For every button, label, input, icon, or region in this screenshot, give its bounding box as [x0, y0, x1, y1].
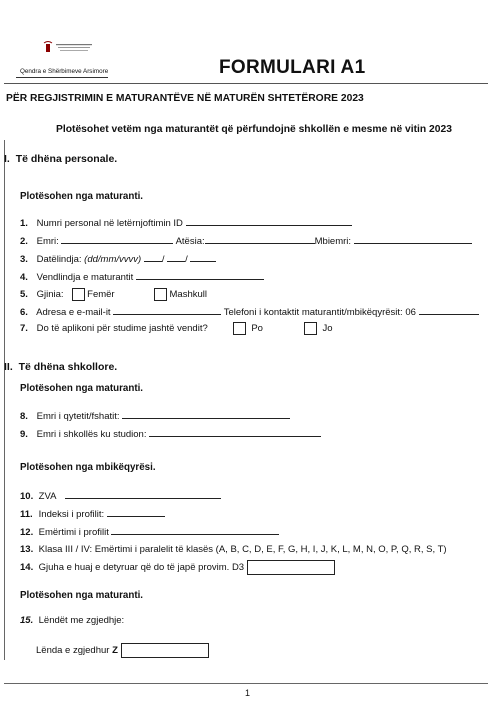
school-label: Emri i shkollës ku studion:	[36, 429, 147, 440]
section-2-title: Të dhëna shkollore.	[18, 361, 118, 373]
item-9	[20, 428, 321, 440]
item-15-number: 15.	[20, 615, 34, 626]
first-name-field[interactable]	[61, 235, 173, 244]
city-field[interactable]	[122, 410, 290, 419]
study-abroad-no-label: Jo	[322, 323, 333, 335]
item-7-number: 7.	[20, 323, 28, 335]
item-15	[20, 615, 124, 626]
zva-label: ZVA	[38, 491, 56, 502]
item-1-label: Numri personal në letërnjoftimin ID	[36, 218, 183, 229]
section-1-title: Të dhëna personale.	[15, 153, 118, 165]
item-1	[20, 217, 352, 229]
emblem-icon	[40, 40, 98, 66]
class-section-label: Klasa III / IV: Emërtimi i paralelit të klasës (A, B, C, D, E, F, G, H, I, J, K, L, M, N, O, P, Q, R, S, T)	[38, 544, 447, 555]
section-2-roman: II.	[4, 361, 13, 373]
gender-label: Gjinia:	[36, 289, 64, 301]
email-label: Adresa e e-mail-it	[36, 307, 111, 318]
item-9-number: 9.	[20, 429, 28, 440]
study-abroad-yes-checkbox[interactable]	[233, 322, 246, 335]
study-abroad-label: Do të aplikoni për studime jashtë vendit?	[36, 323, 208, 335]
item-2-number: 2.	[20, 236, 28, 247]
father-name-label: Atësia:	[175, 236, 205, 247]
section-1-filled-by: Plotësohen nga maturanti.	[20, 191, 144, 202]
item-7	[20, 322, 333, 335]
item-11-number: 11.	[20, 509, 33, 520]
study-abroad-yes-label: Po	[251, 323, 263, 335]
footer-rule	[4, 683, 488, 684]
gender-male-checkbox[interactable]	[154, 288, 167, 301]
gender-female-label: Femër	[87, 289, 115, 301]
item-2	[20, 235, 472, 247]
birthdate-label: Datëlindja:	[36, 254, 82, 265]
item-10-number: 10.	[20, 491, 34, 502]
section-1-roman: I.	[4, 153, 10, 165]
birthdate-format: (dd/mm/vvvv)	[84, 254, 142, 265]
phone-label: Telefoni i kontaktit maturantit/mbikëqyrësit: 06	[223, 307, 416, 318]
birth-day-field[interactable]	[144, 253, 162, 262]
foreign-language-label: Gjuha e huaj e detyruar që do të japë provim.	[38, 562, 230, 574]
elective-subjects-label: Lëndët me zgjedhje:	[38, 615, 125, 626]
page-number: 1	[245, 688, 251, 698]
section-2-filled-by-supervisor: Plotësohen nga mbikëqyrësi.	[20, 462, 156, 473]
item-6-number: 6.	[20, 307, 28, 318]
surname-label: Mbiemri:	[314, 236, 352, 247]
gender-female-checkbox[interactable]	[72, 288, 85, 301]
item-1-number: 1.	[20, 218, 28, 229]
item-12	[20, 526, 279, 538]
birth-month-field[interactable]	[167, 253, 185, 262]
form-instruction: Plotësohet vetëm nga maturantët që përfundojnë shkollën e mesme në vitin 2023	[56, 124, 452, 135]
birth-year-field[interactable]	[190, 253, 216, 262]
item-6	[20, 306, 479, 318]
city-label: Emri i qytetit/fshatit:	[36, 411, 120, 422]
profile-name-field[interactable]	[111, 526, 279, 535]
elective-subject-field[interactable]	[121, 643, 209, 658]
left-margin-rule	[4, 140, 5, 660]
item-4-number: 4.	[20, 272, 28, 283]
birthplace-field[interactable]	[136, 271, 264, 280]
profile-name-label: Emërtimi i profilit	[38, 527, 109, 538]
item-4	[20, 271, 264, 283]
section-2-heading	[4, 361, 117, 373]
item-12-number: 12.	[20, 527, 34, 538]
date-separator-1: /	[161, 254, 165, 265]
item-13	[20, 544, 447, 555]
school-field[interactable]	[149, 428, 321, 437]
profile-index-field[interactable]	[107, 508, 165, 517]
birthplace-label: Vendlindja e maturantit	[36, 272, 134, 283]
item-8-number: 8.	[20, 411, 28, 422]
surname-field[interactable]	[354, 235, 472, 244]
first-name-label: Emri:	[36, 236, 59, 247]
zva-field[interactable]	[65, 490, 221, 499]
personal-id-field[interactable]	[186, 217, 352, 226]
email-field[interactable]	[113, 306, 221, 315]
phone-field[interactable]	[419, 306, 479, 315]
item-14	[20, 560, 335, 575]
father-name-field[interactable]	[205, 235, 315, 244]
section-1-heading	[4, 153, 117, 165]
item-5-number: 5.	[20, 289, 28, 301]
form-subtitle: PËR REGJISTRIMIN E MATURANTËVE NË MATURËN SHTETËRORE 2023	[6, 93, 364, 104]
profile-index-label: Indeksi i profilit:	[38, 509, 105, 520]
study-abroad-no-checkbox[interactable]	[304, 322, 317, 335]
item-3-number: 3.	[20, 254, 28, 265]
foreign-language-field[interactable]	[247, 560, 335, 575]
elective-subject-label: Lënda e zgjedhur	[36, 645, 110, 657]
item-5	[20, 288, 207, 301]
elective-subject-code: Z	[112, 645, 118, 657]
logo-caption: Qendra e Shërbimeve Arsimore	[20, 68, 109, 75]
elective-subject-row	[36, 643, 209, 658]
foreign-language-code: D3	[231, 562, 245, 574]
form-title: FORMULARI A1	[219, 57, 366, 78]
section-2-filled-by-student-2: Plotësohen nga maturanti.	[20, 590, 144, 601]
gender-male-label: Mashkull	[169, 289, 208, 301]
item-10	[20, 490, 221, 502]
item-14-number: 14.	[20, 562, 34, 574]
logo	[40, 40, 98, 66]
section-2-filled-by-student: Plotësohen nga maturanti.	[20, 383, 144, 394]
logo-underline	[16, 77, 108, 78]
item-11	[20, 508, 165, 520]
item-3	[20, 253, 216, 265]
item-13-number: 13.	[20, 544, 34, 555]
date-separator-2: /	[185, 254, 188, 265]
item-8	[20, 410, 290, 422]
header-rule	[4, 83, 488, 84]
